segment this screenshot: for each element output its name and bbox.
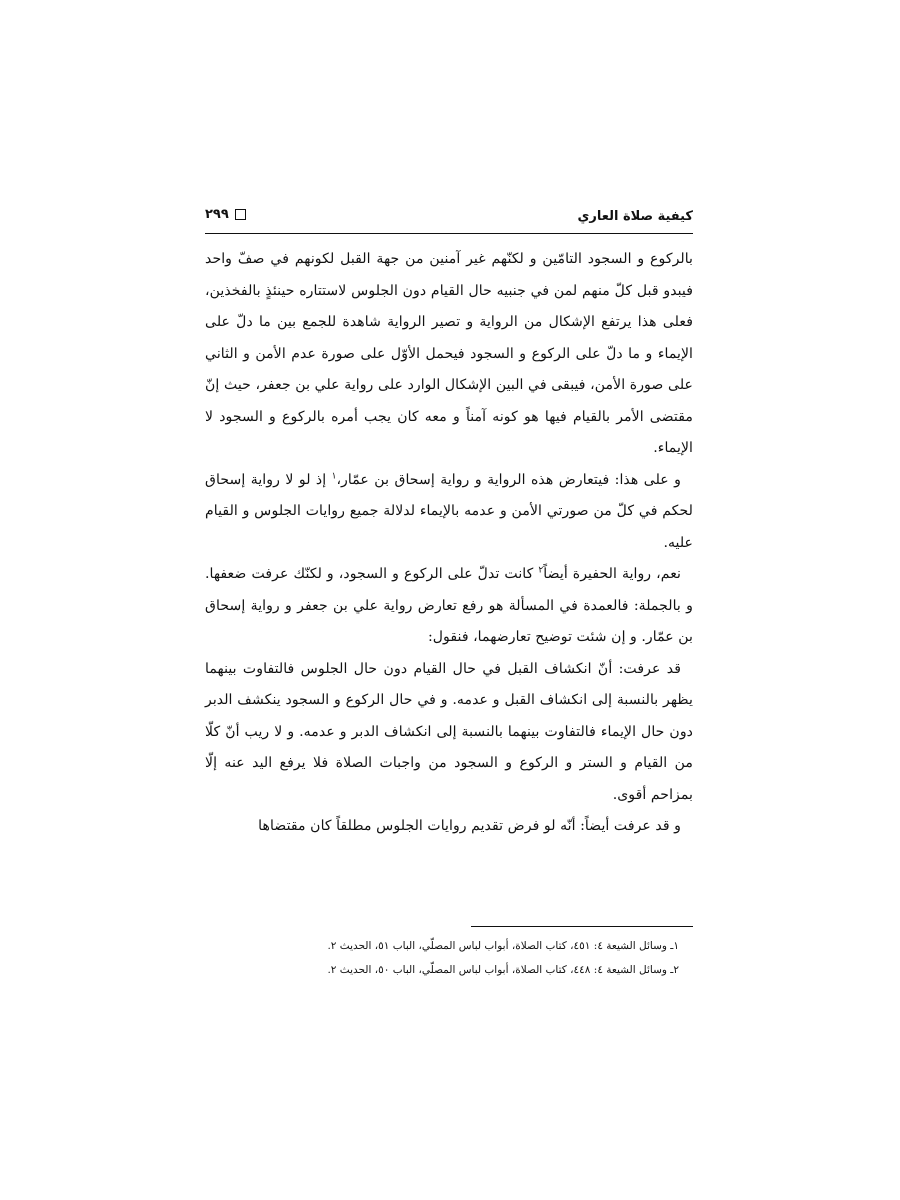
paragraph-5: و قد عرفت أيضاً: أنّه لو فرض تقديم روايات الجلوس مطلقاً كان مقتضاها	[258, 818, 681, 834]
footnote-divider	[471, 926, 693, 927]
footnote-ref-1[interactable]: ١	[331, 470, 337, 481]
chapter-title: كيفية صلاة العاري	[577, 209, 693, 224]
paragraph-3: نعم، رواية الحفيرة أيضاً$^٢$ كانت تدلّ على الركوع و السجود، و لكنّك عرفت ضعفها. و بالجملة: فالعمدة في المسألة هو رفع تعارض رواية علي بن جعفر و رواية إسحاق بن عمّار. و إن شئت توضيح تعارضهما، فنقول:	[205, 565, 693, 645]
paragraph-1: بالركوع و السجود التامّين و لكنّهم غير آمنين من جهة القبل لكونهم في صفّ واحد فيبدو قبل كلّ منهم لمن في جنبيه حال القيام دون الجلوس لاستتاره حينئذٍ بالفخذين، فعلى هذا يرتفع الإشكال من الرواية و تصير الرواية شاهدة للجمع بين ما دلّ على الإيماء و ما دلّ على الركوع و السجود فيحمل الأوّل على صورة عدم الأمن و الثاني على صورة الأمن، فيبقى في البين الإشكال الوارد على رواية علي بن جعفر، حيث إنّ مقتضى الأمر بالقيام فيها هو كونه آمناً و معه كان يجب أمره بالركوع و السجود لا الإيماء.	[205, 251, 693, 456]
book-page	[205, 200, 693, 1000]
main-text	[205, 244, 693, 843]
page-number: ٢٩٩	[205, 207, 229, 222]
header-divider	[205, 233, 693, 234]
paragraph-2: و على هذا: فيتعارض هذه الرواية و رواية إسحاق بن عمّار،$^١$ إذ لو لا رواية إسحاق لحكم في كلّ من صورتي الأمن و عدمه بالإيماء لدلالة جميع روايات الجلوس و القيام عليه.	[205, 470, 693, 551]
footnote-2: ٢ـ وسائل الشيعة ٤: ٤٤٨، كتاب الصلاة، أبواب لباس المصلّي، الباب ٥٠، الحديث ٢.	[327, 964, 679, 976]
square-box-icon	[235, 209, 246, 220]
paragraph-4: قد عرفت: أنّ انكشاف القبل في حال القيام دون حال الجلوس فالتفاوت بينهما يظهر بالنسبة إلى انكشاف القبل و عدمه. و في حال الركوع و السجود ينكشف الدبر دون حال الإيماء فالتفاوت بينهما بالنسبة إلى انكشاف الدبر و عدمه. و لا ريب أنّ كلّا من القيام و الستر و الركوع و السجود من واجبات الصلاة فلا يرفع اليد عنه إلّا بمزاحم أقوى.	[205, 660, 693, 803]
footnote-ref-2[interactable]: ٢	[538, 565, 544, 576]
footnotes	[205, 934, 693, 982]
running-header	[205, 200, 693, 230]
page-number-group	[205, 207, 246, 222]
footnote-1: ١ـ وسائل الشيعة ٤: ٤٥١، كتاب الصلاة، أبواب لباس المصلّي، الباب ٥١، الحديث ٢.	[327, 940, 679, 952]
